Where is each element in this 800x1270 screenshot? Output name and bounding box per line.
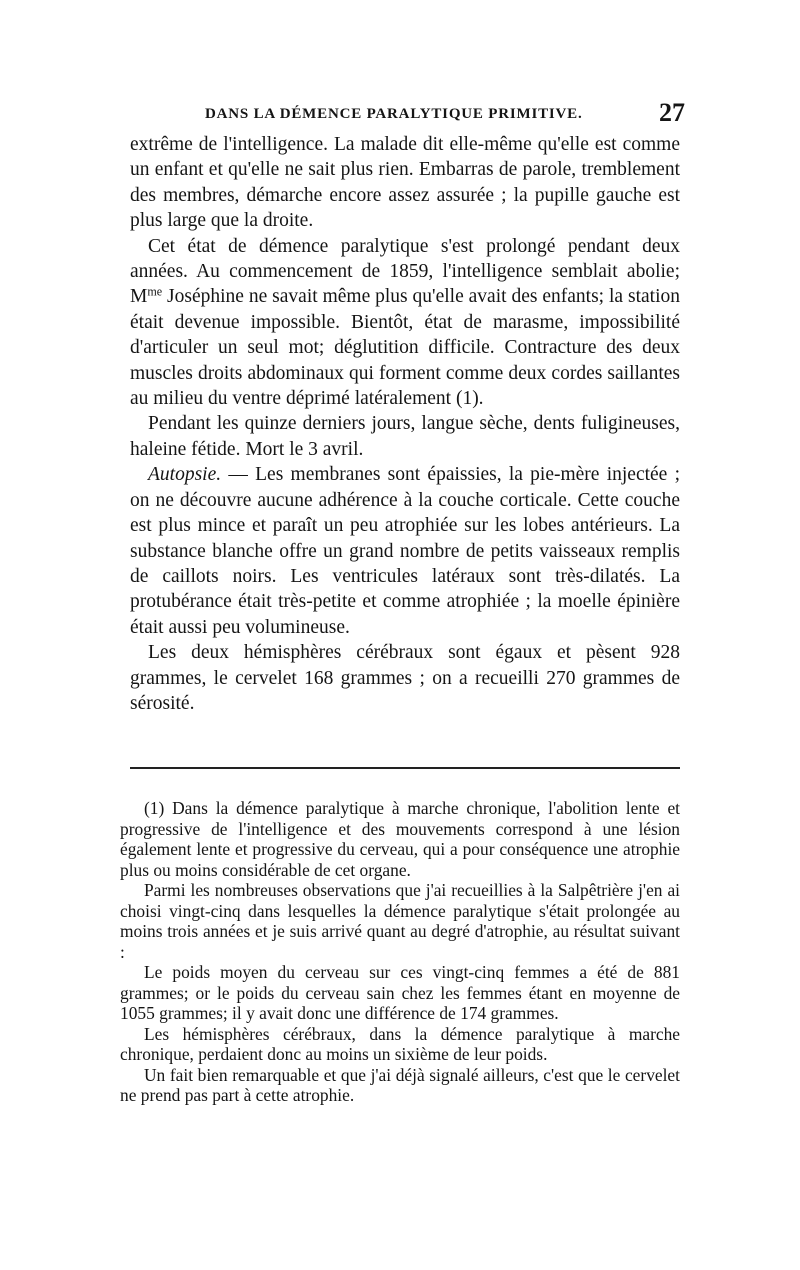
paragraph-2-end: Joséphine ne savait même plus qu'elle avait des enfants; la station était devenue impossible. Bientôt, état de marasme, impossibilité d'articuler un seul mot; déglutition difficile. Contracture des deux muscles droits abdominaux qui forment comme deux cordes saillantes au milieu du ventre déprimé latéralement (1). [130,286,680,410]
footnotes [120,798,680,1106]
paragraph-3: Pendant les quinze derniers jours, langue sèche, dents fuligineuses, haleine fétide. Mort le 3 avril. [130,413,680,460]
footnote-paragraph-2: Parmi les nombreuses observations que j'ai recueillies à la Salpêtrière j'en ai choisi vingt-cinq dans lesquelles la démence paralytique s'était prolongée au moins trois années et je suis arrivé quant au degré d'atrophie, au résultat suivant : [120,880,680,962]
paragraph-1: extrême de l'intelligence. La malade dit elle-même qu'elle est comme un enfant et qu'elle ne sait plus rien. Embarras de parole, tremblement des membres, démarche encore assez assurée ; la pupille gauche est plus large que la droite. [130,134,680,232]
footnote-paragraph-5: Un fait bien remarquable et que j'ai déjà signalé ailleurs, c'est que le cervelet ne prend pas part à cette atrophie. [120,1064,680,1105]
footnote-paragraph-4: Les hémisphères cérébraux, dans la démence paralytique à marche chronique, perdaient donc au moins un sixième de leur poids. [120,1023,680,1064]
page-header [205,98,685,128]
paragraph-2-start: Cet état de démence paralytique s'est prolongé pendant deux années. Au commencement de 1859, l'intelligence semblait abolie; M [130,235,680,308]
footnote-divider [130,767,680,769]
footnote-paragraph-3: Le poids moyen du cerveau sur ces vingt-cinq femmes a été de 881 grammes; or le poids du cerveau sain chez les femmes étant en moyenne de 1055 grammes; il y avait donc une différence de 174 grammes. [120,962,680,1023]
main-text [130,132,680,716]
paragraph-5: Les deux hémisphères cérébraux sont égaux et pèsent 928 grammes, le cervelet 168 grammes ; on a recueilli 270 grammes de sérosité. [130,642,680,714]
autopsy-text: — Les membranes sont épaissies, la pie-mère injectée ; on ne découvre aucune adhérence à la couche corticale. Cette couche est plus mince et paraît un peu atrophiée sur les lobes antérieurs. La substance blanche offre un grand nombre de petits vaisseaux remplis de caillots noirs. Les ventricules latéraux sont très-dilatés. La protubérance était très-petite et comme atrophiée ; la moelle épinière était aussi peu volumineuse. [130,464,680,638]
title-abbreviation: me [147,284,163,299]
autopsy-heading: Autopsie. [148,464,222,486]
page-number: 27 [659,98,685,127]
footnote-1: (1) Dans la démence paralytique à marche chronique, l'abolition lente et progressive de l'intelligence et des mouvements correspond à une lésion également lente et progressive du cerveau, qui a pour conséquence une atrophie plus ou moins considérable de cet organe. [120,798,680,880]
paragraph-2 [130,234,680,412]
paragraph-autopsy [130,462,680,640]
running-title: DANS LA DÉMENCE PARALYTIQUE PRIMITIVE. [205,106,583,122]
